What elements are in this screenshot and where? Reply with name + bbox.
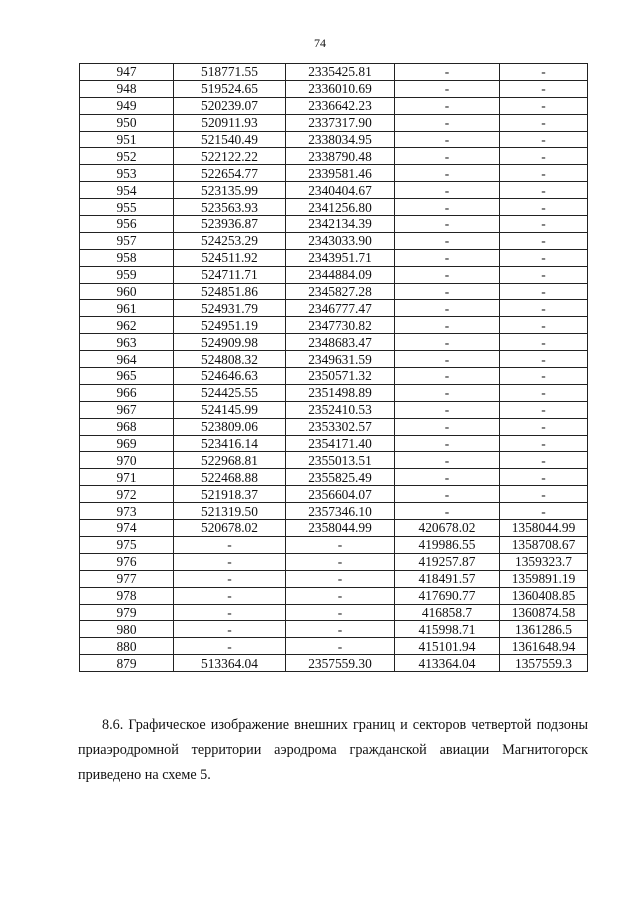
coordinates-table [79,63,588,672]
table-cell: - [395,401,500,418]
table-cell: 417690.77 [395,587,500,604]
table-cell: 2357346.10 [286,503,395,520]
table-cell: - [500,334,588,351]
table-cell: - [395,182,500,199]
table-cell: 2356604.07 [286,486,395,503]
table-cell: - [395,351,500,368]
table-cell: 2358044.99 [286,520,395,537]
table-cell: - [500,232,588,249]
table-cell: 415101.94 [395,638,500,655]
table-cell: 956 [80,216,174,233]
table-cell: - [174,638,286,655]
table-cell: - [500,300,588,317]
table-cell: - [500,283,588,300]
table-cell: - [395,114,500,131]
table-cell: 2339581.46 [286,165,395,182]
table-row [80,435,588,452]
table-cell: - [395,199,500,216]
table-cell: 955 [80,199,174,216]
table-cell: - [500,131,588,148]
table-cell: 954 [80,182,174,199]
table-cell: - [500,351,588,368]
table-cell: - [395,97,500,114]
table-cell: - [500,148,588,165]
table-cell: - [286,604,395,621]
table-cell: 2336010.69 [286,80,395,97]
table-cell: 2338034.95 [286,131,395,148]
table-row [80,553,588,570]
table-row [80,536,588,553]
table-cell: 1360874.58 [500,604,588,621]
table-cell: - [500,401,588,418]
table-cell: - [395,165,500,182]
table-cell: - [286,536,395,553]
table-row [80,621,588,638]
table-cell: - [500,418,588,435]
table-cell: 2335425.81 [286,64,395,81]
table-cell: 520239.07 [174,97,286,114]
table-cell: 524646.63 [174,368,286,385]
table-cell: - [395,283,500,300]
table-cell: 524145.99 [174,401,286,418]
table-cell: 419986.55 [395,536,500,553]
table-cell: 2336642.23 [286,97,395,114]
coordinates-table-body [80,64,588,672]
table-cell: 949 [80,97,174,114]
table-cell: 978 [80,587,174,604]
table-cell: 2346777.47 [286,300,395,317]
table-cell: 947 [80,64,174,81]
table-cell: 1357559.3 [500,655,588,672]
table-row [80,452,588,469]
table-row [80,131,588,148]
table-cell: 975 [80,536,174,553]
table-cell: - [500,216,588,233]
table-cell: - [395,216,500,233]
table-cell: 966 [80,384,174,401]
table-cell: - [500,384,588,401]
table-row [80,570,588,587]
table-row [80,334,588,351]
table-row [80,283,588,300]
table-cell: 977 [80,570,174,587]
table-cell: 1361286.5 [500,621,588,638]
table-cell: - [286,638,395,655]
table-row [80,401,588,418]
table-cell: - [500,266,588,283]
table-cell: 960 [80,283,174,300]
table-cell: - [395,435,500,452]
table-cell: 965 [80,368,174,385]
table-cell: 969 [80,435,174,452]
table-cell: 521918.37 [174,486,286,503]
table-cell: - [500,97,588,114]
table-cell: - [395,418,500,435]
table-row [80,503,588,520]
page-number: 74 [314,36,326,50]
table-cell: 521319.50 [174,503,286,520]
table-row [80,97,588,114]
table-cell: 2357559.30 [286,655,395,672]
table-cell: 2355013.51 [286,452,395,469]
table-cell: - [395,317,500,334]
table-cell: - [174,570,286,587]
table-row [80,384,588,401]
table-row [80,418,588,435]
table-cell: 964 [80,351,174,368]
table-cell: 522122.22 [174,148,286,165]
table-cell: 2343033.90 [286,232,395,249]
table-cell: 948 [80,80,174,97]
table-cell: - [500,80,588,97]
table-cell: - [395,503,500,520]
table-cell: - [500,452,588,469]
table-row [80,216,588,233]
table-cell: 2351498.89 [286,384,395,401]
table-row [80,317,588,334]
table-cell: 523135.99 [174,182,286,199]
table-cell: 2350571.32 [286,368,395,385]
table-row [80,486,588,503]
table-cell: - [395,80,500,97]
table-cell: - [395,232,500,249]
table-cell: 959 [80,266,174,283]
table-cell: 524851.86 [174,283,286,300]
table-cell: 2353302.57 [286,418,395,435]
table-cell: - [500,486,588,503]
table-cell: - [286,621,395,638]
table-cell: 958 [80,249,174,266]
table-cell: 522654.77 [174,165,286,182]
table-cell: 2345827.28 [286,283,395,300]
table-cell: - [286,553,395,570]
table-cell: 1360408.85 [500,587,588,604]
table-cell: 971 [80,469,174,486]
table-row [80,64,588,81]
table-cell: - [500,249,588,266]
table-cell: 2355825.49 [286,469,395,486]
table-cell: 1358708.67 [500,536,588,553]
table-row [80,80,588,97]
table-cell: - [500,503,588,520]
table-cell: - [395,334,500,351]
table-cell: 2354171.40 [286,435,395,452]
table-row [80,604,588,621]
table-row [80,114,588,131]
table-cell: 2344884.09 [286,266,395,283]
table-row [80,587,588,604]
table-cell: 518771.55 [174,64,286,81]
table-cell: 523563.93 [174,199,286,216]
table-cell: 523936.87 [174,216,286,233]
table-cell: 1358044.99 [500,520,588,537]
table-cell: 523809.06 [174,418,286,435]
table-cell: 957 [80,232,174,249]
table-cell: 961 [80,300,174,317]
table-cell: - [500,64,588,81]
table-row [80,368,588,385]
table-cell: 962 [80,317,174,334]
table-cell: 880 [80,638,174,655]
table-cell: - [395,469,500,486]
table-row [80,351,588,368]
table-cell: 2337317.90 [286,114,395,131]
table-cell: 524425.55 [174,384,286,401]
table-cell: 950 [80,114,174,131]
table-cell: - [395,249,500,266]
table-cell: 522968.81 [174,452,286,469]
table-cell: - [395,368,500,385]
table-cell: 952 [80,148,174,165]
table-row [80,182,588,199]
table-cell: - [500,182,588,199]
table-cell: 413364.04 [395,655,500,672]
table-row [80,300,588,317]
table-row [80,249,588,266]
table-cell: 522468.88 [174,469,286,486]
table-row [80,165,588,182]
table-cell: 524253.29 [174,232,286,249]
table-cell: - [395,266,500,283]
table-cell: 970 [80,452,174,469]
table-cell: - [500,469,588,486]
table-cell: 523416.14 [174,435,286,452]
table-cell: 951 [80,131,174,148]
table-cell: 524951.19 [174,317,286,334]
table-cell: 521540.49 [174,131,286,148]
table-cell: 976 [80,553,174,570]
section-paragraph: 8.6. Графическое изображение внешних границ и секторов четвертой подзоны приаэродромной территории аэродрома гражданской авиации Магнитогорск приведено на схеме 5. [78,717,588,783]
table-cell: 2341256.80 [286,199,395,216]
table-cell: - [174,553,286,570]
table-cell: 420678.02 [395,520,500,537]
table-cell: - [500,368,588,385]
table-cell: 979 [80,604,174,621]
table-cell: - [500,435,588,452]
table-cell: - [500,317,588,334]
table-cell: 520911.93 [174,114,286,131]
table-cell: - [395,131,500,148]
table-row [80,266,588,283]
table-cell: 879 [80,655,174,672]
table-cell: 419257.87 [395,553,500,570]
table-cell: - [395,384,500,401]
table-cell: - [395,64,500,81]
table-cell: 519524.65 [174,80,286,97]
table-cell: - [286,570,395,587]
table-cell: 524711.71 [174,266,286,283]
table-cell: 973 [80,503,174,520]
table-cell: 520678.02 [174,520,286,537]
table-cell: 953 [80,165,174,182]
table-cell: 418491.57 [395,570,500,587]
table-cell: - [500,199,588,216]
table-cell: 963 [80,334,174,351]
table-cell: 513364.04 [174,655,286,672]
table-cell: 2348683.47 [286,334,395,351]
table-row [80,520,588,537]
table-cell: 524909.98 [174,334,286,351]
table-cell: - [174,536,286,553]
table-cell: 2340404.67 [286,182,395,199]
table-cell: 416858.7 [395,604,500,621]
table-cell: 968 [80,418,174,435]
table-row [80,469,588,486]
table-row [80,199,588,216]
table-cell: - [174,587,286,604]
table-cell: - [395,452,500,469]
table-cell: 2347730.82 [286,317,395,334]
table-cell: 1361648.94 [500,638,588,655]
table-row [80,232,588,249]
table-cell: - [500,165,588,182]
table-cell: 415998.71 [395,621,500,638]
table-cell: 972 [80,486,174,503]
table-cell: - [395,486,500,503]
table-row [80,638,588,655]
table-cell: 980 [80,621,174,638]
table-cell: 974 [80,520,174,537]
table-cell: - [174,604,286,621]
table-cell: 2343951.71 [286,249,395,266]
table-cell: - [500,114,588,131]
table-cell: 524808.32 [174,351,286,368]
table-cell: 524931.79 [174,300,286,317]
table-cell: 2338790.48 [286,148,395,165]
table-cell: 2342134.39 [286,216,395,233]
table-cell: 1359323.7 [500,553,588,570]
table-cell: 967 [80,401,174,418]
table-row [80,148,588,165]
table-cell: 2352410.53 [286,401,395,418]
table-cell: - [174,621,286,638]
table-cell: - [286,587,395,604]
table-row [80,655,588,672]
table-cell: 524511.92 [174,249,286,266]
table-cell: - [395,148,500,165]
table-cell: - [395,300,500,317]
table-cell: 1359891.19 [500,570,588,587]
table-cell: 2349631.59 [286,351,395,368]
